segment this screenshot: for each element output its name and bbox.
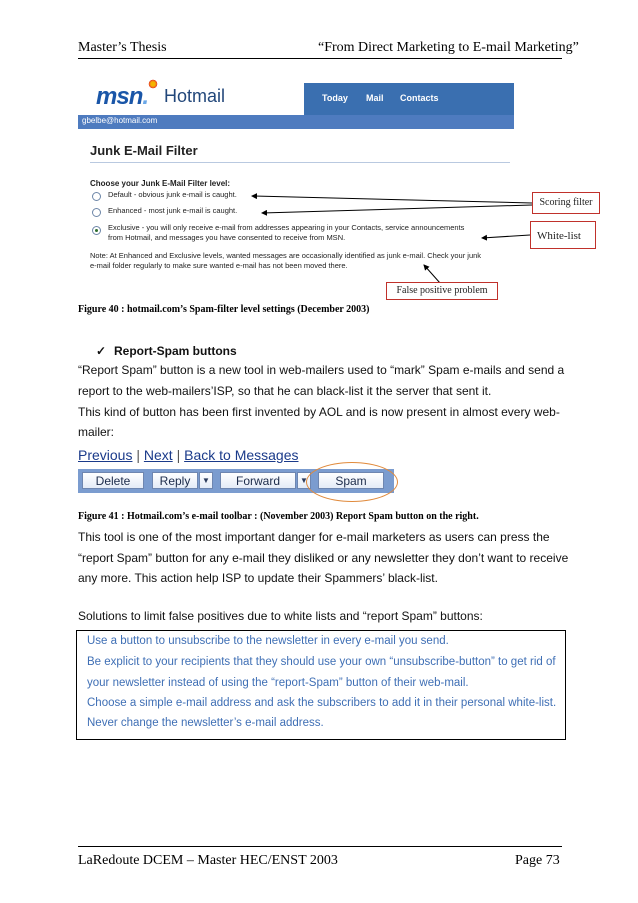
- option-enhanced-label: Enhanced - most junk e-mail is caught.: [108, 206, 238, 215]
- note-line1: Note: At Enhanced and Exclusive levels, wanted messages are occasionally identified as junk e-mail. Check your junk: [90, 251, 482, 260]
- nav-contacts[interactable]: Contacts: [400, 93, 439, 103]
- option-default-label: Default - obvious junk e-mail is caught.: [108, 190, 237, 199]
- hotmail-top-bar: [78, 77, 514, 115]
- figure-40-caption: Figure 40 : hotmail.com’s Spam-filter level settings (December 2003): [78, 304, 370, 315]
- header-left: Master’s Thesis: [78, 40, 167, 55]
- hotmail-nav: [304, 83, 514, 115]
- link-separator: |: [176, 447, 181, 463]
- solutions-intro: Solutions to limit false positives due to white lists and “report Spam” buttons:: [78, 609, 483, 623]
- footer-left: LaRedoute DCEM – Master HEC/ENST 2003: [78, 853, 338, 868]
- callout-false-positive: False positive problem: [386, 282, 498, 300]
- solution-line2: Be explicit to your recipients that they should use your own “unsubscribe-button” to get rid of: [87, 656, 556, 668]
- para1-line1: “Report Spam” button is a new tool in web-mailers used to “mark” Spam e-mails and send a: [78, 363, 565, 377]
- para2-line1: This kind of button has been first invented by AOL and is now present in almost every web-: [78, 405, 560, 419]
- solution-line3: your newsletter instead of using the “report-Spam” button of their web-mail.: [87, 677, 469, 689]
- radio-enhanced[interactable]: [92, 208, 101, 217]
- page-number: Page 73: [515, 853, 560, 868]
- hotmail-wordmark: Hotmail: [164, 86, 226, 106]
- callout-white-list: White-list: [530, 221, 596, 249]
- spam-highlight-circle: [306, 462, 398, 502]
- para3-line3: any more. This action help ISP to update their Spammers’ black-list.: [78, 571, 438, 585]
- reply-dropdown-icon[interactable]: ▼: [199, 472, 213, 489]
- filter-level-label: Choose your Junk E-Mail Filter level:: [90, 179, 231, 188]
- link-back-to-messages[interactable]: Back to Messages: [184, 447, 299, 463]
- radio-default[interactable]: [92, 192, 101, 201]
- solution-line1: Use a button to unsubscribe to the newsletter in every e-mail you send.: [87, 635, 449, 647]
- option-exclusive-line2: from Hotmail, and messages you have consented to receive from MSN.: [108, 233, 346, 242]
- header-right: “From Direct Marketing to E-mail Marketing”: [318, 40, 579, 55]
- link-separator: |: [136, 447, 140, 463]
- figure-41-caption: Figure 41 : Hotmail.com’s e-mail toolbar : (November 2003) Report Spam button on the right.: [78, 511, 479, 522]
- radio-exclusive[interactable]: [92, 226, 101, 235]
- filter-note: [90, 251, 510, 271]
- forward-dropdown-icon[interactable]: ▼: [297, 472, 311, 489]
- callout-scoring-filter: Scoring filter: [532, 192, 600, 214]
- link-previous[interactable]: Previous: [78, 447, 133, 463]
- user-email: gbelbe@hotmail.com: [82, 116, 158, 125]
- option-exclusive-line1: Exclusive - you will only receive e-mail from addresses appearing in your Contacts, service announcements: [108, 223, 465, 232]
- nav-today[interactable]: Today: [322, 93, 348, 103]
- para2-line2: mailer:: [78, 425, 115, 439]
- para3-line2: “report Spam” button for any e-mail they disliked or any newsletter they don’t want to receive: [78, 551, 569, 565]
- para3-line1: This tool is one of the most important danger for e-mail marketers as users can press the: [78, 530, 550, 544]
- hotmail-screenshot: [78, 77, 514, 295]
- user-bar: [78, 115, 514, 129]
- header-rule: [78, 58, 562, 59]
- msn-butterfly-icon: [148, 79, 158, 89]
- section-heading: Report-Spam buttons: [114, 344, 237, 358]
- msn-logo: msn.: [96, 83, 149, 110]
- reply-button[interactable]: Reply: [152, 472, 198, 489]
- note-line2: e-mail folder regularly to make sure wanted e-mail has not been moved there.: [90, 261, 348, 270]
- forward-button[interactable]: Forward: [220, 472, 296, 489]
- delete-button[interactable]: Delete: [82, 472, 144, 489]
- message-links: [78, 447, 299, 463]
- solution-line4: Choose a simple e-mail address and ask the subscribers to add it in their personal white-list.: [87, 697, 557, 709]
- title-divider: [90, 162, 510, 163]
- solutions-box: [76, 630, 566, 740]
- check-icon: ✓: [96, 344, 107, 358]
- nav-mail[interactable]: Mail: [366, 93, 384, 103]
- solution-line5: Never change the newsletter’s e-mail address.: [87, 717, 324, 729]
- spam-button[interactable]: Spam: [318, 472, 384, 489]
- link-next[interactable]: Next: [143, 447, 173, 463]
- para1-line2: report to the web-mailers’ISP, so that he can black-list it the server that sent it.: [78, 384, 492, 398]
- junk-filter-title: Junk E-Mail Filter: [90, 143, 198, 158]
- footer-rule: [78, 846, 562, 847]
